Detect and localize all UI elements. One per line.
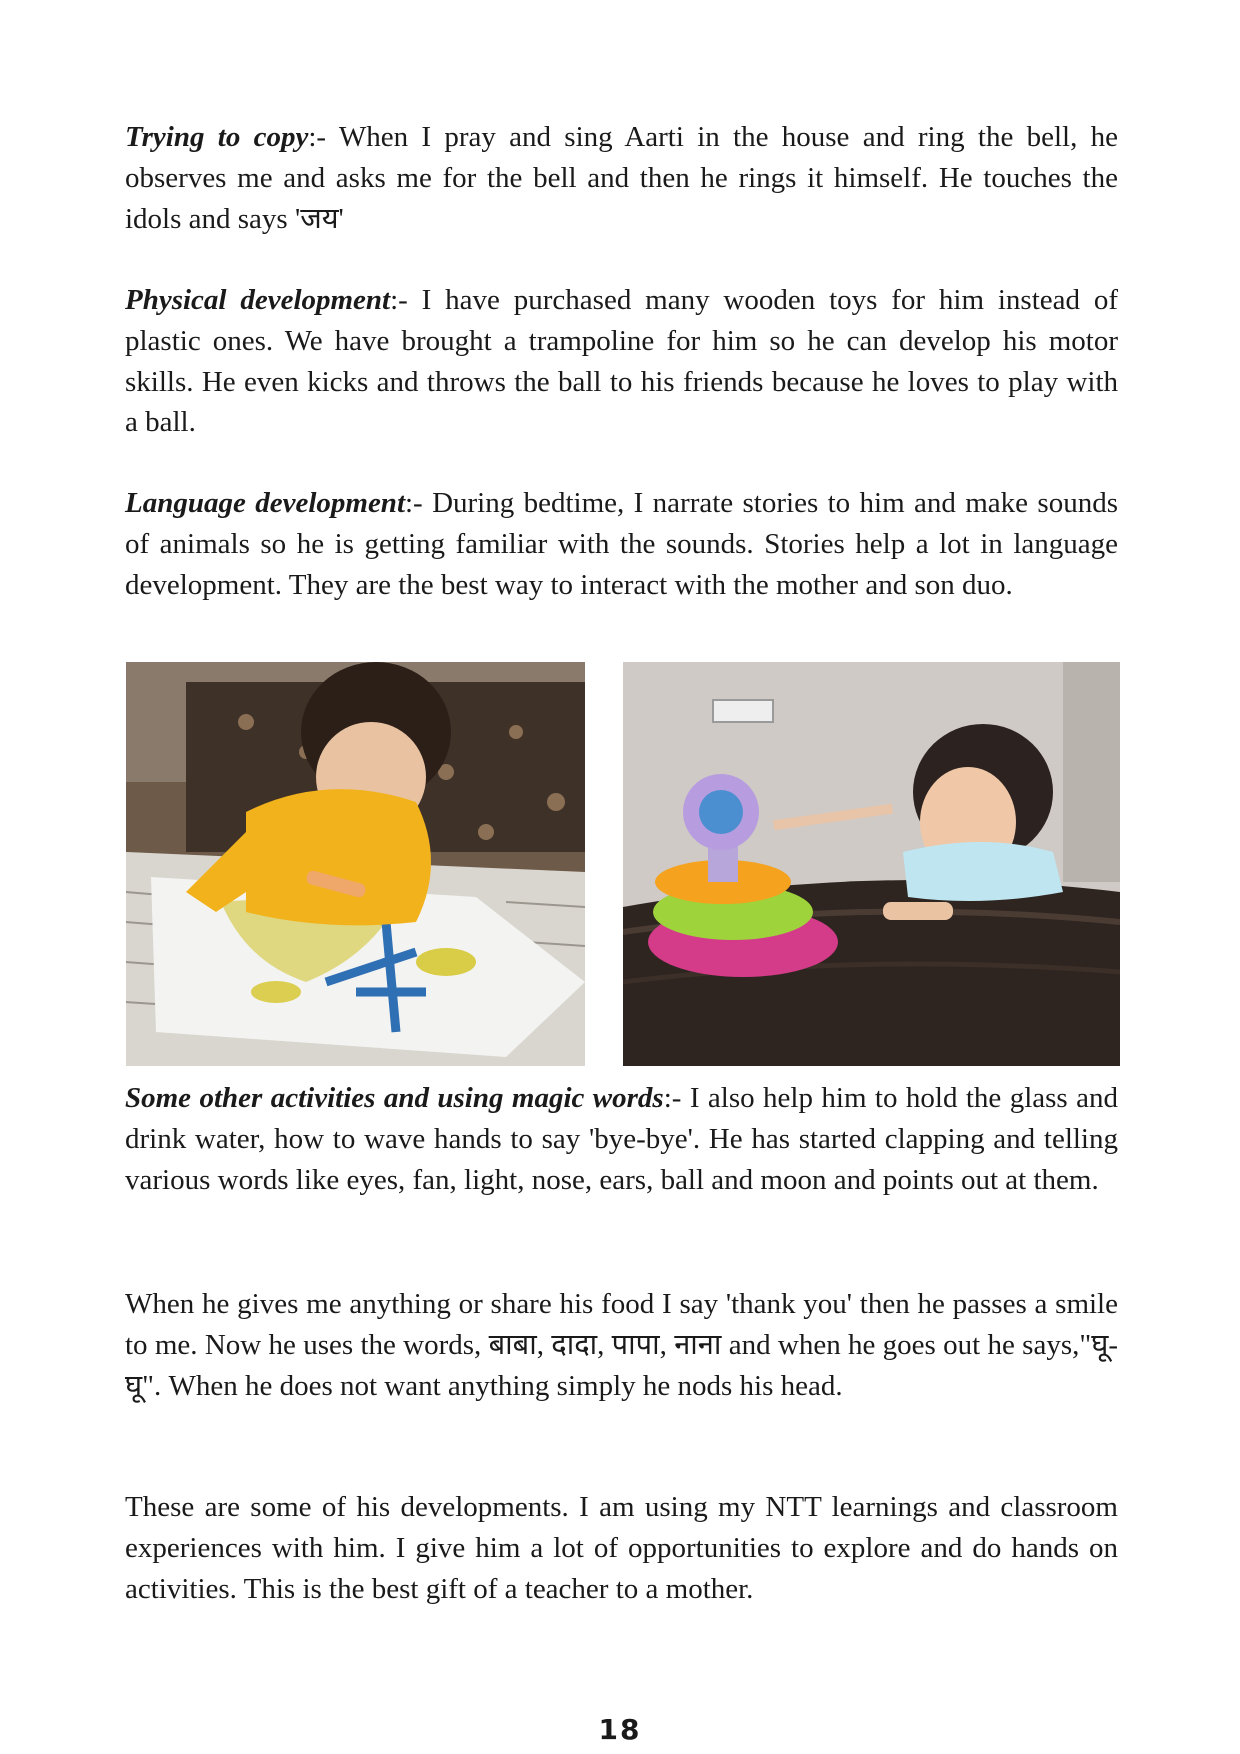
paragraph-language-development — [125, 483, 1118, 605]
paragraph-other-activities — [125, 1078, 1118, 1200]
heading-physical-development: Physical development — [125, 284, 391, 316]
paragraph-conclusion — [125, 1487, 1118, 1609]
paragraph-body: When he gives me anything or share his food I say 'thank you' then he passes a smile to me. Now he uses the words, बाबा, दादा, पापा, नाना and when he goes out he says,"घू-घू". When he does not want anything simply he nods his head. — [125, 1288, 1118, 1402]
paragraph-thank-you — [125, 1284, 1118, 1406]
page-number: 18 — [598, 1713, 642, 1746]
photo-child-ball-tower — [623, 662, 1120, 1066]
paragraph-trying-to-copy — [125, 117, 1118, 239]
paragraph-body: I have purchased many wooden toys for him instead of plastic ones. We have brought a trampoline for him so he can develop his motor skills. He even kicks and throws the ball to his friends because he loves to play with a ball. — [125, 284, 1118, 439]
heading-separator: :- — [663, 1082, 682, 1114]
paragraph-physical-development — [125, 280, 1118, 443]
paragraph-body: I also help him to hold the glass and drink water, how to wave hands to say 'bye-bye'. He has started clapping and telling various words like eyes, fan, light, nose, ears, ball and moon and points out at them. — [125, 1082, 1118, 1196]
photo-child-painting — [126, 662, 585, 1066]
paragraph-body: During bedtime, I narrate stories to him and make sounds of animals so he is getting familiar with the sounds. Stories help a lot in language development. They are the best way to interact with the mother and son duo. — [125, 487, 1118, 601]
heading-other-activities: Some other activities and using magic words — [125, 1082, 664, 1114]
heading-separator: :- — [405, 487, 423, 519]
heading-trying-to-copy: Trying to copy — [125, 121, 309, 153]
heading-language-development: Language development — [125, 487, 405, 519]
paragraph-body: These are some of his developments. I am using my NTT learnings and classroom experiences with him. I give him a lot of opportunities to explore and do hands on activities. This is the best gift of a teacher to a mother. — [125, 1491, 1118, 1605]
heading-separator: :- — [390, 284, 408, 316]
paragraph-body: When I pray and sing Aarti in the house and ring the bell, he observes me and asks me for the bell and then he rings it himself. He touches the idols and says 'जय' — [125, 121, 1118, 235]
heading-separator: :- — [308, 121, 327, 153]
